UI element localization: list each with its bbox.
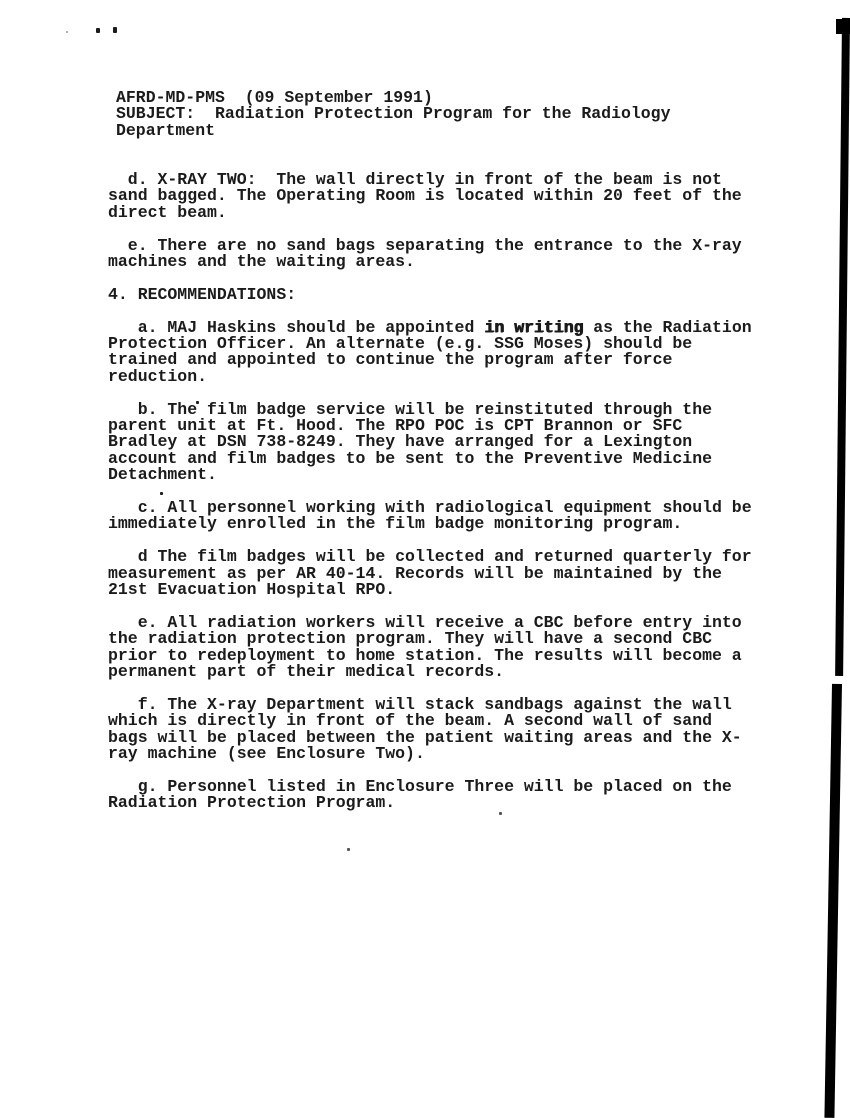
memo-line: Protection Officer. An alternate (e.g. SSG Moses) should be <box>108 334 693 354</box>
memo-line: direct beam. <box>108 202 227 222</box>
memo-line: e. All radiation workers will receive a CBC before entry into <box>108 612 742 632</box>
section-heading-recommendations: 4. RECOMMENDATIONS: <box>108 284 297 304</box>
memo-line: c. All personnel working with radiological equipment should be <box>108 498 752 518</box>
memo-line: g. Personnel listed in Enclosure Three will be placed on the <box>108 776 732 796</box>
memo-line: parent unit at Ft. Hood. The RPO POC is CPT Brannon or SFC <box>108 416 683 436</box>
memo-line: b. The film badge service will be reinstituted through the <box>108 399 712 419</box>
memo-line: ray machine (see Enclosure Two). <box>108 744 425 764</box>
memo-line: the radiation protection program. They will have a second CBC <box>108 629 712 649</box>
memo-line: prior to redeployment to home station. The results will become a <box>108 645 742 665</box>
memo-line: d. X-RAY TWO: The wall directly in front of the beam is not <box>108 170 722 189</box>
scan-speck <box>66 31 68 33</box>
memo-line-segment: a. MAJ Haskins should be appointed <box>108 317 485 337</box>
memo-line: which is directly in front of the beam. A second wall of sand <box>108 711 712 731</box>
memo-line: e. There are no sand bags separating the entrance to the X-ray <box>108 235 742 255</box>
bold-phrase: in writing <box>484 317 584 337</box>
page-edge-artifact <box>835 18 850 676</box>
memo-subject-line-2: Department <box>116 120 216 140</box>
memo-line: 21st Evacuation Hospital RPO. <box>108 580 396 600</box>
memo-line: machines and the waiting areas. <box>108 252 415 272</box>
memo-line: permanent part of their medical records. <box>108 662 505 682</box>
memo-line: Bradley at DSN 738-8249. They have arranged for a Lexington <box>108 432 693 452</box>
memo-subject-line: SUBJECT: Radiation Protection Program for the Radiology <box>116 104 671 124</box>
memo-line: f. The X-ray Department will stack sandbags against the wall <box>108 694 732 714</box>
memo-line-segment: as the Radiation <box>583 317 752 337</box>
memo-line: reduction. <box>108 366 208 386</box>
scan-speck <box>347 848 350 851</box>
memo-line: d The film badges will be collected and returned quarterly for <box>108 547 752 567</box>
memo-line: bags will be placed between the patient waiting areas and the X- <box>108 727 742 747</box>
memo-line: immediately enrolled in the film badge monitoring program. <box>108 514 683 534</box>
memo-line: Detachment. <box>108 465 217 485</box>
memo-text <box>108 90 808 812</box>
memo-line: sand bagged. The Operating Room is located within 20 feet of the <box>108 186 742 206</box>
memo-line: account and film badges to be sent to the Preventive Medicine <box>108 448 712 468</box>
page-edge-artifact <box>824 684 842 1118</box>
scan-speck <box>96 28 100 33</box>
scan-speck <box>113 27 117 33</box>
memo-line: Radiation Protection Program. <box>108 793 396 813</box>
memo-line: trained and appointed to continue the program after force <box>108 350 673 370</box>
memo-office-symbol-line: AFRD-MD-PMS (09 September 1991) <box>116 88 433 107</box>
scan-speck <box>499 812 502 815</box>
memo-line: measurement as per AR 40-14. Records will be maintained by the <box>108 563 722 583</box>
blank-line <box>108 139 808 155</box>
